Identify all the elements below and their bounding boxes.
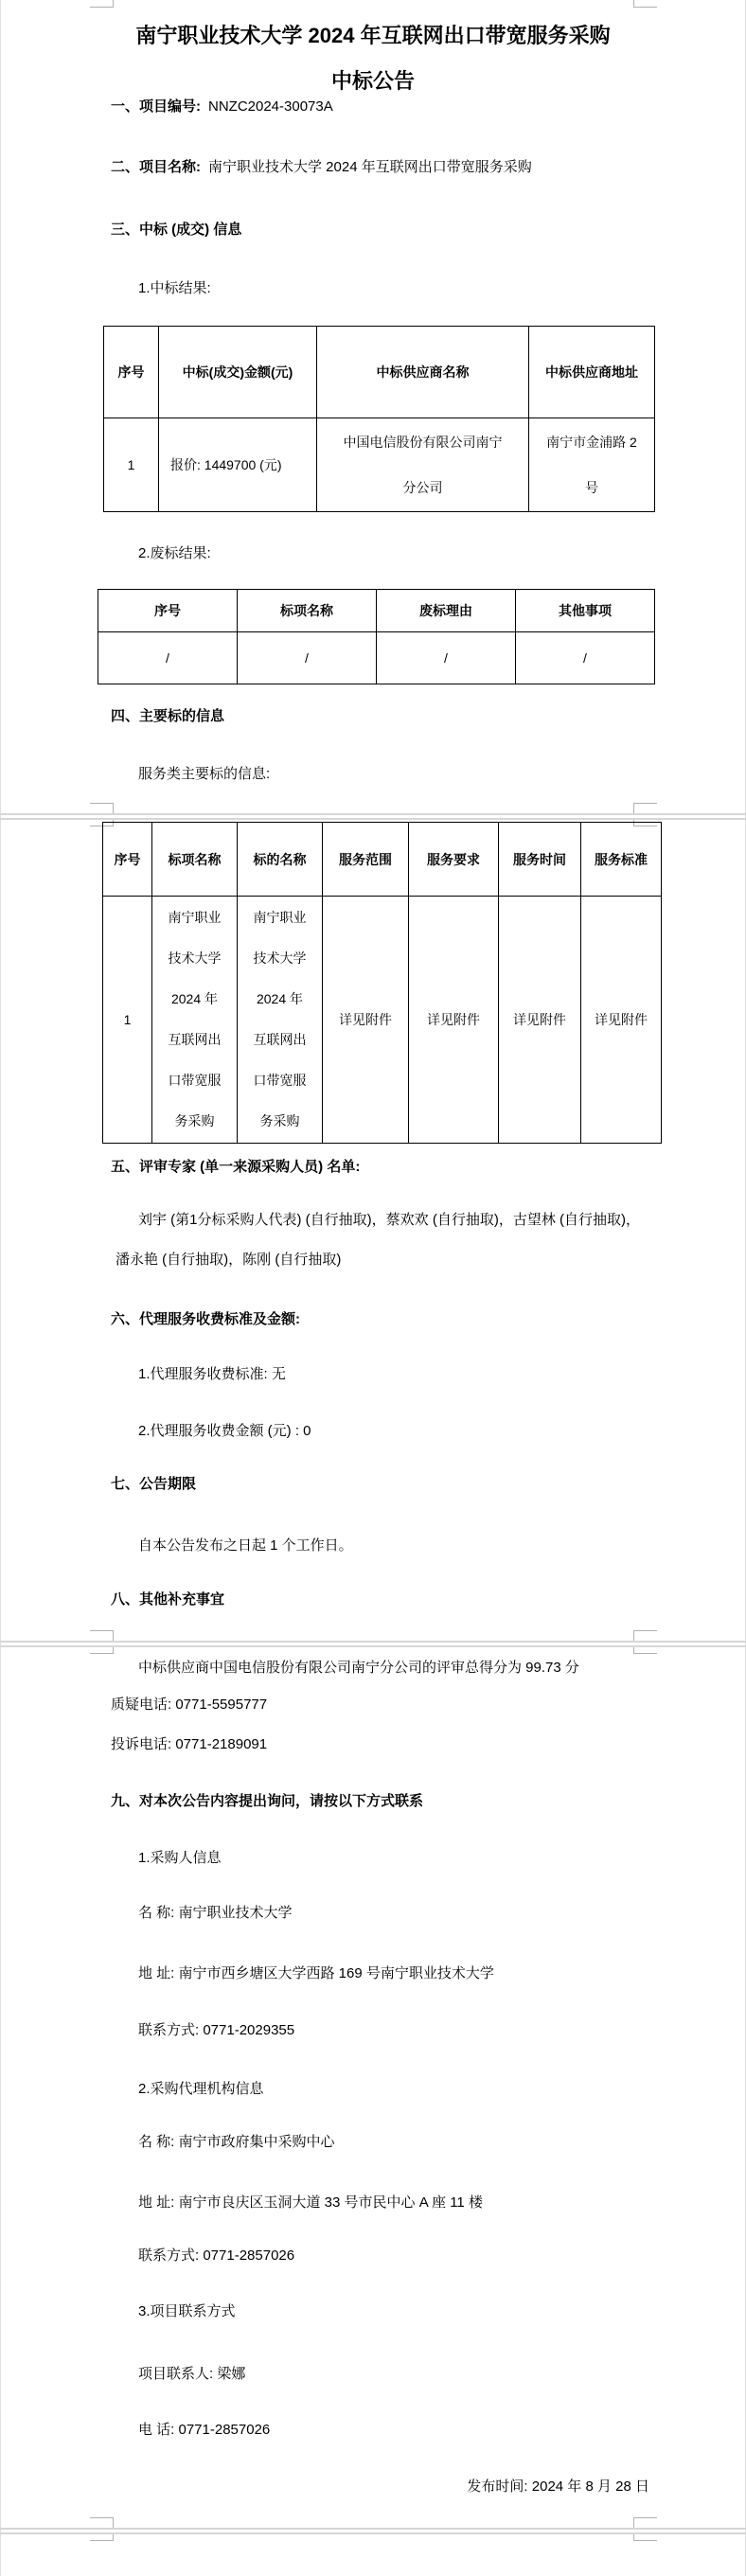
invalid-header-no: 序号 (98, 590, 238, 632)
invalid-cell-reason: / (377, 632, 516, 684)
invalid-cell-item: / (238, 632, 377, 684)
award-table-row (104, 418, 655, 512)
page-break (0, 1630, 746, 1655)
subject-table-header-row (103, 823, 662, 897)
project-contact-label: 3.项目联系方式 (138, 2303, 236, 2319)
agency-contact: 联系方式: 0771-2857026 (138, 2247, 295, 2264)
award-cell-supplier: 中国电信股份有限公司南宁分公司 (317, 418, 529, 512)
award-table-header-row (104, 327, 655, 418)
subject-header-subject-name: 标的名称 (238, 823, 323, 897)
section9-heading: 九、对本次公告内容提出询问，请按以下方式联系 (111, 1793, 424, 1809)
invalid-bid-table (98, 589, 655, 684)
award-cell-no: 1 (104, 418, 159, 512)
complaint-phone: 投诉电话: 0771-2189091 (111, 1736, 268, 1752)
subject-cell-no: 1 (103, 897, 152, 1144)
page-break-line (0, 813, 746, 815)
agency-info-label: 2.采购代理机构信息 (138, 2081, 264, 2097)
subject-table-row (103, 897, 662, 1144)
invalid-table-row (98, 632, 655, 684)
invalid-cell-other: / (516, 632, 655, 684)
purchaser-address: 地 址: 南宁市西乡塘区大学西路 169 号南宁职业技术大学 (138, 1965, 494, 1981)
agency-name: 名 称: 南宁市政府集中采购中心 (138, 2134, 335, 2150)
subject-cell-subject-name: 南宁职业技术大学 2024 年互联网出口带宽服务采购 (238, 897, 323, 1144)
announcement-period: 自本公告发布之日起 1 个工作日。 (138, 1537, 353, 1554)
section1-heading: 一、项目编号: (111, 98, 201, 115)
subject-header-item-name: 标项名称 (152, 823, 238, 897)
page-break-line (0, 2528, 746, 2530)
invalid-result-label: 2.废标结果: (138, 545, 211, 561)
page-break (0, 2517, 746, 2542)
agency-fee-standard: 1.代理服务收费标准: 无 (138, 1366, 286, 1382)
page-break-line (0, 1641, 746, 1643)
subject-header-scope: 服务范围 (323, 823, 409, 897)
agency-address: 地 址: 南宁市良庆区玉洞大道 33 号市民中心 A 座 11 楼 (138, 2194, 483, 2211)
page-title-line1: 南宁职业技术大学 2024 年互联网出口带宽服务采购 (135, 24, 611, 47)
purchaser-info-label: 1.采购人信息 (138, 1850, 222, 1866)
page-left-edge (0, 0, 1, 2576)
section7-heading: 七、公告期限 (111, 1476, 197, 1492)
subject-header-time: 服务时间 (499, 823, 581, 897)
section6-heading: 六、代理服务收费标准及金额: (111, 1311, 300, 1327)
invalid-header-other: 其他事项 (516, 590, 655, 632)
award-header-address: 中标供应商地址 (529, 327, 655, 418)
top-left-margin-mark (90, 0, 114, 8)
project-number: NNZC2024-30073A (208, 98, 333, 115)
award-table (103, 326, 655, 512)
subject-cell-requirements: 详见附件 (409, 897, 499, 1144)
subject-header-standard: 服务标准 (581, 823, 662, 897)
award-cell-address: 南宁市金浦路 2 号 (529, 418, 655, 512)
supplier-score: 中标供应商中国电信股份有限公司南宁分公司的评审总得分为 99.73 分 (138, 1660, 579, 1676)
section5-heading: 五、评审专家 (单一来源采购人员) 名单: (111, 1159, 361, 1175)
publish-date: 发布时间: 2024 年 8 月 28 日 (467, 2478, 649, 2495)
top-right-margin-mark (633, 0, 657, 8)
project-name: 南宁职业技术大学 2024 年互联网出口带宽服务采购 (208, 159, 532, 175)
margin-mark (633, 1647, 657, 1654)
section1-line (111, 97, 333, 117)
subject-header-requirements: 服务要求 (409, 823, 499, 897)
purchaser-contact: 联系方式: 0771-2029355 (138, 2022, 295, 2038)
section8-heading: 八、其他补充事宜 (111, 1591, 225, 1608)
margin-mark (90, 1647, 114, 1654)
award-result-label: 1.中标结果: (138, 280, 211, 296)
award-cell-amount: 报价: 1449700 (元) (159, 418, 317, 512)
project-contact-phone: 电 话: 0771-2857026 (138, 2422, 271, 2438)
section2-line (111, 157, 532, 178)
subject-cell-standard: 详见附件 (581, 897, 662, 1144)
section2-heading: 二、项目名称: (111, 159, 201, 175)
section4-heading: 四、主要标的信息 (111, 708, 225, 724)
query-phone: 质疑电话: 0771-5595777 (111, 1697, 268, 1713)
page-title (108, 13, 638, 104)
page-title-line2: 中标公告 (330, 69, 415, 93)
invalid-cell-no: / (98, 632, 238, 684)
agency-fee-amount: 2.代理服务收费金额 (元) : 0 (138, 1423, 311, 1439)
purchaser-name: 名 称: 南宁职业技术大学 (138, 1905, 293, 1921)
invalid-table-header-row (98, 590, 655, 632)
subject-cell-time: 详见附件 (499, 897, 581, 1144)
margin-mark (633, 2534, 657, 2541)
service-info-intro: 服务类主要标的信息: (138, 766, 271, 782)
subject-cell-scope: 详见附件 (323, 897, 409, 1144)
invalid-header-item: 标项名称 (238, 590, 377, 632)
award-header-amount: 中标(成交)金额(元) (159, 327, 317, 418)
section3-heading: 三、中标 (成交) 信息 (111, 222, 242, 238)
margin-mark (90, 2534, 114, 2541)
award-header-no: 序号 (104, 327, 159, 418)
main-subject-table (102, 822, 662, 1144)
project-contact-person: 项目联系人: 梁娜 (138, 2366, 246, 2382)
subject-header-no: 序号 (103, 823, 152, 897)
experts-list: 刘宇 (第1分标采购人代表) (自行抽取)，蔡欢欢 (自行抽取)，古望林 (自行抽取)，潘永艳 (自行抽取)，陈刚 (自行抽取) (115, 1212, 640, 1268)
subject-cell-item-name: 南宁职业技术大学 2024 年互联网出口带宽服务采购 (152, 897, 238, 1144)
invalid-header-reason: 废标理由 (377, 590, 516, 632)
award-header-supplier: 中标供应商名称 (317, 327, 529, 418)
